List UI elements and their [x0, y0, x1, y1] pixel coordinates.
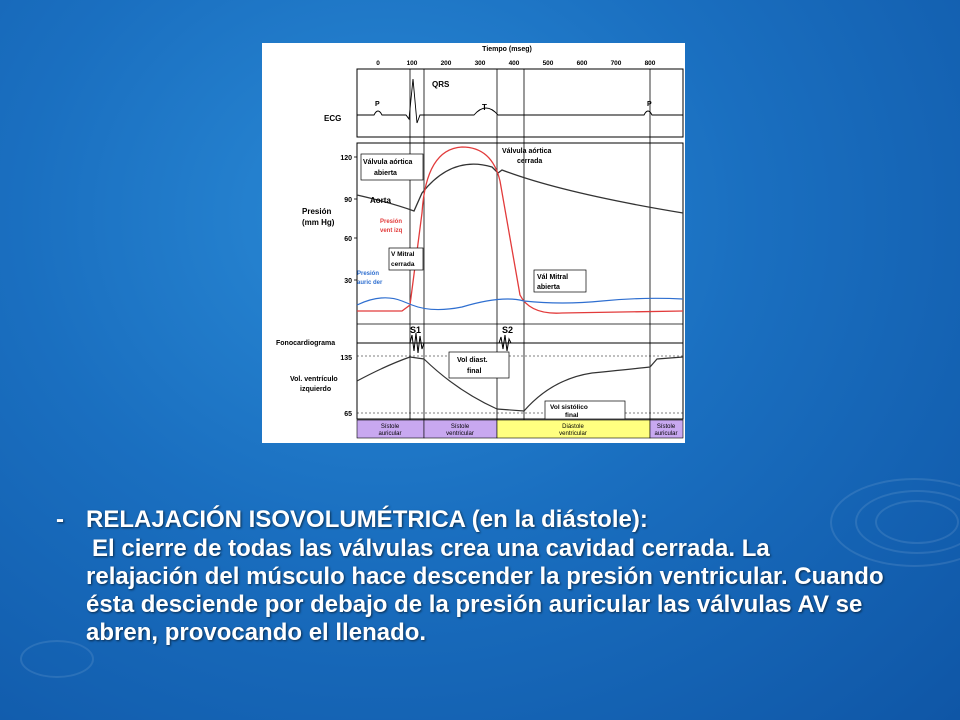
mitral-open-label: Vál Mitral — [537, 274, 569, 281]
bullet-block — [56, 505, 926, 647]
time-tick: 600 — [576, 60, 588, 67]
time-ticks — [376, 60, 656, 67]
aorta-label: Aorta — [370, 196, 391, 205]
time-tick: 0 — [376, 60, 380, 67]
volume-tick: 65 — [344, 411, 352, 418]
ecg-p-wave-2: P — [647, 101, 652, 108]
pressure-tick: 60 — [344, 236, 352, 243]
aortic-valve-closed-label: Válvula aórtica — [502, 148, 552, 155]
phase-label: auricular — [378, 431, 402, 437]
time-tick: 400 — [508, 60, 520, 67]
pressure-label: Presión — [302, 207, 332, 216]
bullet-dash: - — [56, 506, 64, 533]
esv-label-2: final — [565, 412, 579, 419]
mitral-open-label-2: abierta — [537, 284, 560, 291]
phase-label: Sístole — [450, 424, 470, 430]
ecg-t-wave: T — [482, 103, 487, 112]
volume-label: Vol. ventrículo — [290, 376, 338, 383]
aortic-valve-open-label-2: abierta — [374, 170, 397, 177]
mitral-closed-label: V Mitral — [391, 251, 415, 258]
time-tick: 800 — [644, 60, 656, 67]
ecg-qrs: QRS — [432, 80, 450, 89]
lv-volume-curve — [357, 357, 683, 411]
lv-pressure-label: Presión — [380, 219, 403, 225]
edv-label-2: final — [467, 368, 482, 375]
bullet-heading: RELAJACIÓN ISOVOLUMÉTRICA (en la diástole): — [86, 506, 648, 533]
cardiac-cycle-figure — [262, 43, 685, 443]
edv-label: Vol diast. — [457, 357, 488, 364]
bullet-body: El cierre de todas las válvulas crea una cavidad cerrada. La relajación del músculo hace descender la presión ventricular. Cuando ésta desciende por debajo de la presión auricular las válvulas AV se abren, provocando el llenado. — [86, 535, 884, 646]
phase-label: Diástole — [562, 424, 584, 430]
time-tick: 500 — [542, 60, 554, 67]
aortic-valve-closed-label-2: cerrada — [517, 158, 543, 165]
volume-tick: 135 — [340, 355, 352, 362]
ecg-trace — [357, 79, 683, 123]
phase-label: Sístole — [380, 424, 400, 430]
s1-label: S1 — [410, 325, 422, 335]
pressure-tick: 120 — [340, 155, 352, 162]
time-tick: 300 — [474, 60, 486, 67]
lv-pressure-label-2: vent izq — [380, 228, 403, 234]
ra-pressure-label-2: auric der — [357, 280, 383, 286]
pressure-tick: 30 — [344, 278, 352, 285]
time-tick: 100 — [406, 60, 418, 67]
pressure-unit: (mm Hg) — [302, 218, 335, 227]
ecg-label: ECG — [324, 114, 342, 123]
volume-label-2: izquierdo — [300, 386, 332, 393]
phase-bar — [357, 420, 683, 438]
aortic-valve-open-label: Válvula aórtica — [363, 159, 413, 166]
ra-pressure-label: Presión — [357, 271, 380, 277]
phase-label: ventricular — [559, 431, 587, 437]
phase-label: ventricular — [446, 431, 474, 437]
phase-label: auricular — [654, 431, 678, 437]
phase-label: Sístole — [656, 424, 676, 430]
time-tick: 700 — [610, 60, 622, 67]
pressure-tick: 90 — [344, 197, 352, 204]
ecg-p-wave: P — [375, 101, 380, 108]
mitral-closed-label-2: cerrada — [391, 261, 415, 268]
time-axis-title: Tiempo (mseg) — [482, 46, 532, 53]
time-tick: 200 — [440, 60, 452, 67]
s2-label: S2 — [502, 325, 514, 335]
phono-label: Fonocardiograma — [276, 340, 336, 347]
esv-label: Vol sistólico — [550, 404, 588, 411]
